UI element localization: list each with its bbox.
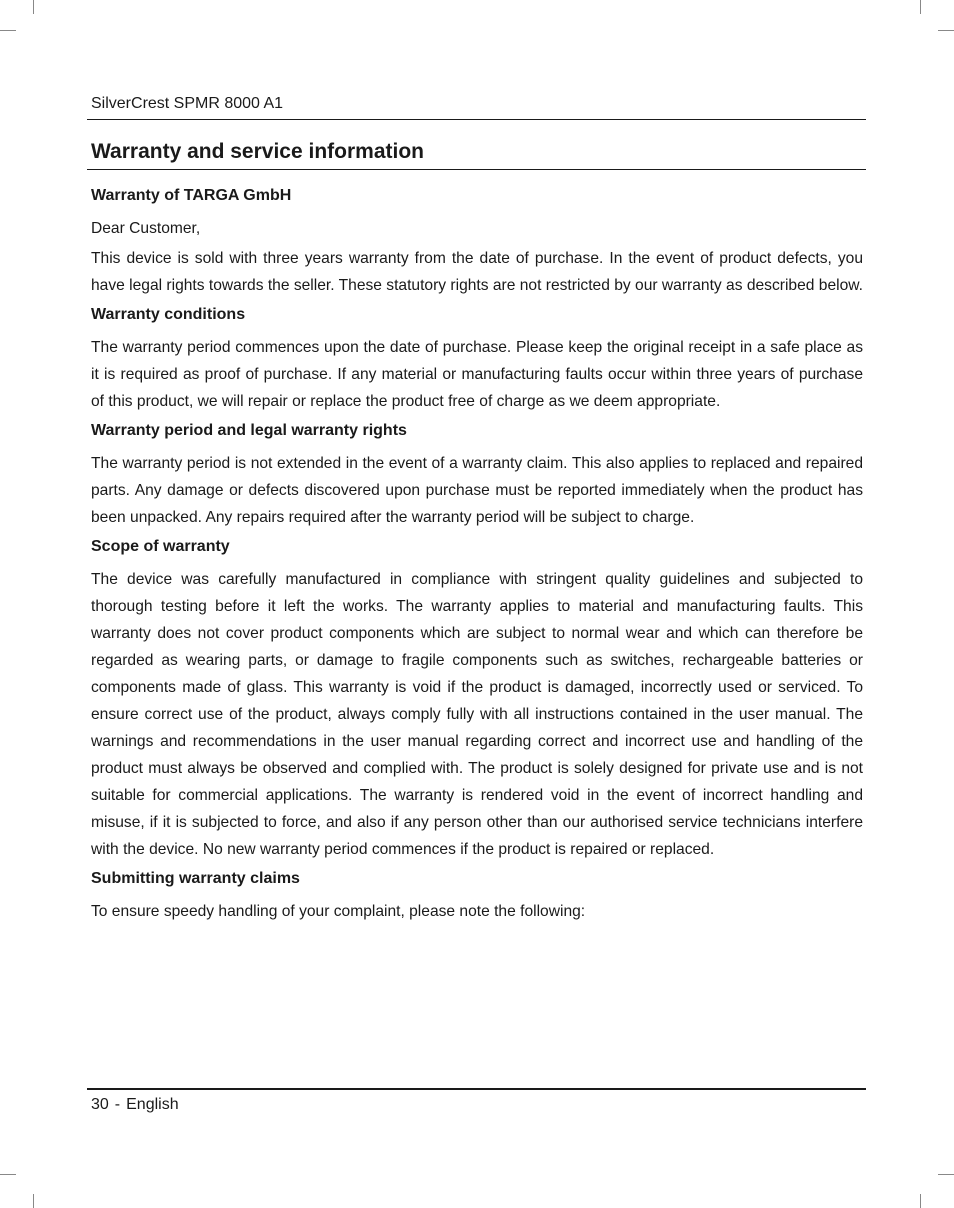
crop-mark [0, 1174, 16, 1175]
page-title: Warranty and service information [91, 140, 424, 163]
crop-mark [33, 0, 34, 14]
crop-mark [920, 0, 921, 14]
crop-mark [920, 1194, 921, 1208]
salutation: Dear Customer, [91, 220, 201, 237]
paragraph-warranty-period: The warranty period is not extended in the event of a warranty claim. This also applies to replaced and repaired parts. Any damage or defects discovered upon purchase must be reported immediately when the product has been unpacked. Any repairs required after the warranty period will be subject to charge. [91, 455, 863, 526]
header-rule [87, 119, 866, 120]
crop-mark [938, 30, 954, 31]
section-heading-scope: Scope of warranty [91, 538, 230, 555]
paragraph-intro: This device is sold with three years warranty from the date of purchase. In the event of product defects, you have legal rights towards the seller. These statutory rights are not restricted by our warranty as described below. [91, 250, 863, 294]
section-heading-warranty-conditions: Warranty conditions [91, 306, 246, 323]
section-heading-targa-warranty: Warranty of TARGA GmbH [91, 187, 292, 204]
document-body [91, 184, 863, 929]
footer-rule [87, 1088, 866, 1090]
paragraph-scope: The device was carefully manufactured in compliance with stringent quality guidelines and subjected to thorough testing before it left the works. The warranty applies to material and manufacturing faults. This warranty does not cover product components which are subject to normal wear and which can therefore be regarded as wearing parts, or damage to fragile components such as switches, rechargeable batteries or components made of glass. This warranty is void if the product is damaged, incorrectly used or serviced. To ensure correct use of the product, always comply fully with all instructions contained in the user manual. The warnings and recommendations in the user manual regarding correct and incorrect use and handling of the product must always be observed and complied with. The product is solely designed for private use and is not suitable for commercial applications. The warranty is rendered void in the event of incorrect handling and misuse, if it is subjected to force, and also if any person other than our authorised service technicians interfere with the device. No new warranty period commences if the product is repaired or replaced. [91, 571, 863, 858]
section-heading-warranty-period: Warranty period and legal warranty rights [91, 422, 407, 439]
section-heading-submitting-claims: Submitting warranty claims [91, 870, 300, 887]
footer-separator: - [114, 1096, 121, 1113]
title-rule [87, 169, 866, 170]
crop-mark [938, 1174, 954, 1175]
paragraph-warranty-conditions: The warranty period commences upon the date of purchase. Please keep the original receipt in a safe place as it is required as proof of purchase. If any material or manufacturing faults occur within three years of purchase of this product, we will repair or replace the product free of charge as we deem appropriate. [91, 339, 863, 410]
paragraph-submitting-claims: To ensure speedy handling of your complaint, please note the following: [91, 903, 586, 920]
footer-language: English [126, 1096, 179, 1113]
page-number: 30 [91, 1096, 109, 1113]
running-header: SilverCrest SPMR 8000 A1 [91, 95, 284, 112]
page-footer [91, 1095, 179, 1115]
crop-mark [33, 1194, 34, 1208]
crop-mark [0, 30, 16, 31]
